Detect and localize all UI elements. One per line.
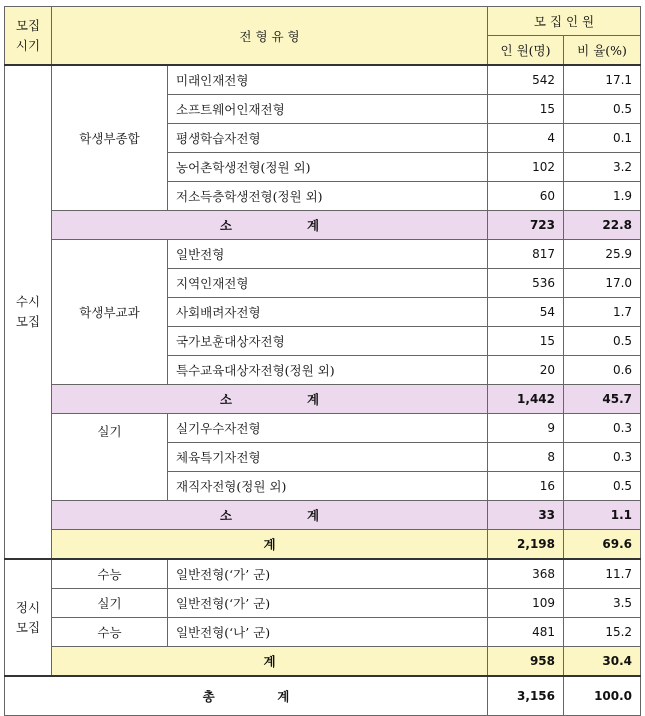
header-period: 모집 시기 xyxy=(5,7,52,66)
grand-total-count: 3,156 xyxy=(488,676,564,716)
row-ratio: 1.9 xyxy=(564,182,641,211)
row-ratio: 25.9 xyxy=(564,240,641,269)
row-count: 481 xyxy=(488,618,564,647)
category-jeongsi: 정시 모집 xyxy=(5,559,52,676)
row-name: 소프트웨어인재전형 xyxy=(168,95,488,124)
row-name: 국가보훈대상자전형 xyxy=(168,327,488,356)
row-name: 실기우수자전형 xyxy=(168,414,488,443)
susi-total-ratio: 69.6 xyxy=(564,530,641,560)
row-count: 368 xyxy=(488,559,564,589)
row-count: 4 xyxy=(488,124,564,153)
row-ratio: 17.1 xyxy=(564,65,641,95)
susi-total-count: 2,198 xyxy=(488,530,564,560)
subtotal-count: 33 xyxy=(488,501,564,530)
row-ratio: 11.7 xyxy=(564,559,641,589)
row-category: 수능 xyxy=(52,559,168,589)
subtotal-label: 소 계 xyxy=(52,501,488,530)
row-category: 실기 xyxy=(52,589,168,618)
row-ratio: 0.5 xyxy=(564,95,641,124)
row-name: 특수교육대상자전형(정원 외) xyxy=(168,356,488,385)
row-count: 9 xyxy=(488,414,564,443)
header-recruit: 모 집 인 원 xyxy=(488,7,641,36)
row-ratio: 15.2 xyxy=(564,618,641,647)
row-name: 농어촌학생전형(정원 외) xyxy=(168,153,488,182)
row-ratio: 3.5 xyxy=(564,589,641,618)
subtotal-ratio: 22.8 xyxy=(564,211,641,240)
row-ratio: 0.3 xyxy=(564,414,641,443)
susi-total-label: 계 xyxy=(52,530,488,560)
subtotal-count: 723 xyxy=(488,211,564,240)
row-name: 평생학습자전형 xyxy=(168,124,488,153)
row-count: 536 xyxy=(488,269,564,298)
row-count: 54 xyxy=(488,298,564,327)
admission-quota-table xyxy=(4,6,641,716)
row-name: 지역인재전형 xyxy=(168,269,488,298)
group-label: 학생부종합 xyxy=(52,65,168,211)
row-ratio: 0.5 xyxy=(564,472,641,501)
row-ratio: 17.0 xyxy=(564,269,641,298)
subtotal-ratio: 45.7 xyxy=(564,385,641,414)
row-name: 사회배려자전형 xyxy=(168,298,488,327)
row-category: 수능 xyxy=(52,618,168,647)
grand-total-label: 총 계 xyxy=(5,676,488,716)
header-count: 인 원(명) xyxy=(488,36,564,66)
row-count: 60 xyxy=(488,182,564,211)
row-ratio: 0.5 xyxy=(564,327,641,356)
row-count: 102 xyxy=(488,153,564,182)
row-ratio: 0.6 xyxy=(564,356,641,385)
row-ratio: 3.2 xyxy=(564,153,641,182)
subtotal-ratio: 1.1 xyxy=(564,501,641,530)
header-ratio: 비 율(%) xyxy=(564,36,641,66)
jeongsi-total-count: 958 xyxy=(488,647,564,677)
row-count: 542 xyxy=(488,65,564,95)
row-name: 일반전형(‘나’ 군) xyxy=(168,618,488,647)
row-name: 저소득층학생전형(정원 외) xyxy=(168,182,488,211)
row-count: 15 xyxy=(488,95,564,124)
row-name: 일반전형(‘가’ 군) xyxy=(168,589,488,618)
subtotal-count: 1,442 xyxy=(488,385,564,414)
subtotal-label: 소 계 xyxy=(52,211,488,240)
row-count: 15 xyxy=(488,327,564,356)
row-name: 재직자전형(정원 외) xyxy=(168,472,488,501)
row-ratio: 0.1 xyxy=(564,124,641,153)
group-label: 실기 xyxy=(52,414,168,501)
header-type: 전 형 유 형 xyxy=(52,7,488,66)
row-count: 817 xyxy=(488,240,564,269)
group-label: 학생부교과 xyxy=(52,240,168,385)
subtotal-label: 소 계 xyxy=(52,385,488,414)
row-ratio: 1.7 xyxy=(564,298,641,327)
category-susi: 수시 모집 xyxy=(5,65,52,559)
row-ratio: 0.3 xyxy=(564,443,641,472)
row-name: 미래인재전형 xyxy=(168,65,488,95)
row-name: 일반전형 xyxy=(168,240,488,269)
row-count: 8 xyxy=(488,443,564,472)
jeongsi-total-label: 계 xyxy=(52,647,488,677)
row-count: 20 xyxy=(488,356,564,385)
row-count: 16 xyxy=(488,472,564,501)
row-name: 체육특기자전형 xyxy=(168,443,488,472)
row-count: 109 xyxy=(488,589,564,618)
row-name: 일반전형(‘가’ 군) xyxy=(168,559,488,589)
jeongsi-total-ratio: 30.4 xyxy=(564,647,641,677)
grand-total-ratio: 100.0 xyxy=(564,676,641,716)
